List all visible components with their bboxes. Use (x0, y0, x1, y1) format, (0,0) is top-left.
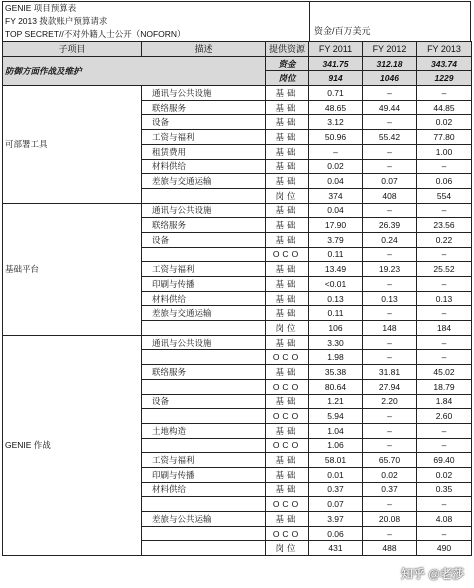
document-header (2, 1, 471, 41)
subproject-name-cell: 可部署工具 (3, 86, 142, 204)
section-value-cell: 341.75 (309, 56, 363, 71)
resource-type-cell: 基础 (266, 144, 309, 159)
budget-table-body (3, 56, 472, 555)
resource-type-cell: OCO (266, 350, 309, 365)
value-cell: 490 (417, 541, 472, 556)
value-cell: – (363, 203, 417, 218)
value-cell: – (363, 526, 417, 541)
value-cell: 35.38 (309, 365, 363, 380)
value-cell: – (417, 306, 472, 321)
resource-type-cell: 基础 (266, 203, 309, 218)
resource-type-cell: 基础 (266, 423, 309, 438)
value-cell: 0.07 (363, 174, 417, 189)
value-cell: 0.71 (309, 86, 363, 101)
header-title-block (3, 2, 309, 41)
value-cell: 0.07 (309, 497, 363, 512)
value-cell: – (417, 423, 472, 438)
value-cell: 0.02 (363, 467, 417, 482)
value-cell: 554 (417, 188, 472, 203)
description-cell (142, 409, 266, 424)
value-cell: 106 (309, 321, 363, 336)
value-cell: 2.20 (363, 394, 417, 409)
value-cell: 148 (363, 321, 417, 336)
resource-type-cell: 基础 (266, 174, 309, 189)
value-cell: – (363, 86, 417, 101)
resource-type-cell: 基础 (266, 232, 309, 247)
description-cell: 设备 (142, 115, 266, 130)
value-cell: 0.11 (309, 247, 363, 262)
table-row (3, 203, 472, 218)
value-cell: 1.04 (309, 423, 363, 438)
description-cell: 印刷与传播 (142, 467, 266, 482)
funds-unit-label: 资金/百万美元 (309, 2, 472, 41)
value-cell: 0.13 (363, 291, 417, 306)
resource-type-cell: 基础 (266, 100, 309, 115)
value-cell: 0.06 (417, 174, 472, 189)
value-cell: 0.02 (417, 467, 472, 482)
section-value-cell: 1229 (417, 71, 472, 86)
header-line-3: TOP SECRET//不对外籍人士公开（NOFORN） (5, 29, 186, 39)
resource-type-cell: 基础 (266, 262, 309, 277)
value-cell: 13.49 (309, 262, 363, 277)
description-cell: 土地构造 (142, 423, 266, 438)
section-total-row-funds (3, 56, 472, 71)
value-cell: 3.30 (309, 335, 363, 350)
resource-type-cell: OCO (266, 247, 309, 262)
value-cell: 27.94 (363, 379, 417, 394)
section-type-cell: 岗位 (266, 71, 309, 86)
value-cell: – (363, 423, 417, 438)
value-cell: 1.84 (417, 394, 472, 409)
value-cell: 1.06 (309, 438, 363, 453)
value-cell: 49.44 (363, 100, 417, 115)
resource-type-cell: OCO (266, 526, 309, 541)
value-cell: 0.11 (309, 306, 363, 321)
value-cell: – (417, 203, 472, 218)
header-line-1: GENIE 项目预算表 (5, 3, 77, 13)
value-cell: – (417, 497, 472, 512)
value-cell: 26.39 (363, 218, 417, 233)
value-cell: 0.04 (309, 203, 363, 218)
description-cell: 材料供给 (142, 159, 266, 174)
resource-type-cell: 岗位 (266, 541, 309, 556)
value-cell: – (363, 159, 417, 174)
value-cell: – (363, 438, 417, 453)
description-cell (142, 321, 266, 336)
value-cell: 3.12 (309, 115, 363, 130)
value-cell: 23.56 (417, 218, 472, 233)
value-cell: 2.60 (417, 409, 472, 424)
description-cell: 通讯与公共设施 (142, 203, 266, 218)
resource-type-cell: 基础 (266, 306, 309, 321)
description-cell: 租赁费用 (142, 144, 266, 159)
value-cell: – (363, 306, 417, 321)
description-cell: 通讯与公共设施 (142, 335, 266, 350)
value-cell: 0.37 (363, 482, 417, 497)
header-line-2: FY 2013 拨款账户预算请求 (5, 16, 108, 26)
value-cell: 50.96 (309, 130, 363, 145)
resource-type-cell: 基础 (266, 291, 309, 306)
value-cell: 431 (309, 541, 363, 556)
resource-type-cell: 基础 (266, 130, 309, 145)
value-cell: 69.40 (417, 453, 472, 468)
value-cell: 0.22 (417, 232, 472, 247)
section-value-cell: 343.74 (417, 56, 472, 71)
column-header-description: 描述 (142, 42, 266, 57)
subproject-name-cell: GENIE 作战 (3, 335, 142, 555)
value-cell: 408 (363, 188, 417, 203)
column-header-fy2011: FY 2011 (309, 42, 363, 57)
value-cell: 45.02 (417, 365, 472, 380)
value-cell: – (363, 497, 417, 512)
table-row (3, 86, 472, 101)
value-cell: 44.85 (417, 100, 472, 115)
value-cell: <0.01 (309, 277, 363, 292)
description-cell: 设备 (142, 394, 266, 409)
value-cell: 0.02 (309, 159, 363, 174)
description-cell: 材料供给 (142, 482, 266, 497)
value-cell: – (363, 115, 417, 130)
watermark: 知乎 @老莎 (400, 567, 464, 581)
description-cell: 联络服务 (142, 365, 266, 380)
description-cell: 联络服务 (142, 100, 266, 115)
value-cell: – (417, 526, 472, 541)
value-cell: 77.80 (417, 130, 472, 145)
description-cell (142, 188, 266, 203)
value-cell: 488 (363, 541, 417, 556)
description-cell: 差旅与交通运输 (142, 306, 266, 321)
resource-type-cell: 基础 (266, 467, 309, 482)
value-cell: 0.04 (309, 174, 363, 189)
column-header-row (3, 42, 472, 57)
value-cell: 1.98 (309, 350, 363, 365)
resource-type-cell: OCO (266, 438, 309, 453)
resource-type-cell: 基础 (266, 394, 309, 409)
value-cell: 0.37 (309, 482, 363, 497)
value-cell: 18.79 (417, 379, 472, 394)
column-header-fy2012: FY 2012 (363, 42, 417, 57)
column-header-fy2013: FY 2013 (417, 42, 472, 57)
description-cell (142, 379, 266, 394)
description-cell: 通讯与公共设施 (142, 86, 266, 101)
description-cell (142, 497, 266, 512)
subproject-name-cell: 基础平台 (3, 203, 142, 335)
resource-type-cell: 岗位 (266, 188, 309, 203)
value-cell: 0.01 (309, 467, 363, 482)
resource-type-cell: 基础 (266, 453, 309, 468)
value-cell: 20.08 (363, 512, 417, 527)
value-cell: 374 (309, 188, 363, 203)
resource-type-cell: 基础 (266, 115, 309, 130)
resource-type-cell: OCO (266, 379, 309, 394)
section-type-cell: 资金 (266, 56, 309, 71)
resource-type-cell: 基础 (266, 218, 309, 233)
value-cell: – (363, 144, 417, 159)
description-cell (142, 350, 266, 365)
value-cell: – (417, 350, 472, 365)
value-cell: – (363, 409, 417, 424)
value-cell: – (309, 144, 363, 159)
value-cell: – (363, 277, 417, 292)
value-cell: – (417, 86, 472, 101)
description-cell: 差旅与公共运输 (142, 512, 266, 527)
value-cell: – (417, 159, 472, 174)
value-cell: 0.13 (309, 291, 363, 306)
value-cell: 0.24 (363, 232, 417, 247)
value-cell: 1.00 (417, 144, 472, 159)
description-cell: 差旅与交通运输 (142, 174, 266, 189)
value-cell: 0.02 (417, 115, 472, 130)
value-cell: 4.08 (417, 512, 472, 527)
description-cell: 联络服务 (142, 218, 266, 233)
description-cell: 工资与福利 (142, 453, 266, 468)
value-cell: 31.81 (363, 365, 417, 380)
value-cell: 1.21 (309, 394, 363, 409)
value-cell: 55.42 (363, 130, 417, 145)
value-cell: 184 (417, 321, 472, 336)
value-cell: – (417, 438, 472, 453)
description-cell: 设备 (142, 232, 266, 247)
value-cell: 5.94 (309, 409, 363, 424)
section-value-cell: 312.18 (363, 56, 417, 71)
resource-type-cell: 基础 (266, 365, 309, 380)
description-cell (142, 541, 266, 556)
resource-type-cell: 基础 (266, 86, 309, 101)
description-cell (142, 247, 266, 262)
value-cell: 65.70 (363, 453, 417, 468)
resource-type-cell: 岗位 (266, 321, 309, 336)
value-cell: – (363, 350, 417, 365)
value-cell: 19.23 (363, 262, 417, 277)
value-cell: – (363, 335, 417, 350)
section-title: 防御方面作战及维护 (3, 56, 266, 85)
resource-type-cell: 基础 (266, 482, 309, 497)
resource-type-cell: 基础 (266, 335, 309, 350)
resource-type-cell: OCO (266, 497, 309, 512)
section-value-cell: 1046 (363, 71, 417, 86)
description-cell: 工资与福利 (142, 262, 266, 277)
resource-type-cell: 基础 (266, 512, 309, 527)
value-cell: 3.79 (309, 232, 363, 247)
resource-type-cell: 基础 (266, 159, 309, 174)
budget-table (2, 41, 472, 556)
section-value-cell: 914 (309, 71, 363, 86)
value-cell: – (417, 335, 472, 350)
value-cell: 0.13 (417, 291, 472, 306)
value-cell: 25.52 (417, 262, 472, 277)
value-cell: 58.01 (309, 453, 363, 468)
description-cell: 工资与福利 (142, 130, 266, 145)
value-cell: 0.35 (417, 482, 472, 497)
value-cell: – (417, 247, 472, 262)
column-header-subproject: 子项目 (3, 42, 142, 57)
budget-document (2, 1, 471, 556)
description-cell: 印刷与传播 (142, 277, 266, 292)
description-cell: 材料供给 (142, 291, 266, 306)
value-cell: 48.65 (309, 100, 363, 115)
resource-type-cell: OCO (266, 409, 309, 424)
description-cell (142, 526, 266, 541)
table-row (3, 335, 472, 350)
description-cell (142, 438, 266, 453)
value-cell: 80.64 (309, 379, 363, 394)
value-cell: – (417, 277, 472, 292)
value-cell: 0.06 (309, 526, 363, 541)
value-cell: – (363, 247, 417, 262)
resource-type-cell: 基础 (266, 277, 309, 292)
value-cell: 3.97 (309, 512, 363, 527)
column-header-resource: 提供资源 (266, 42, 309, 57)
value-cell: 17.90 (309, 218, 363, 233)
